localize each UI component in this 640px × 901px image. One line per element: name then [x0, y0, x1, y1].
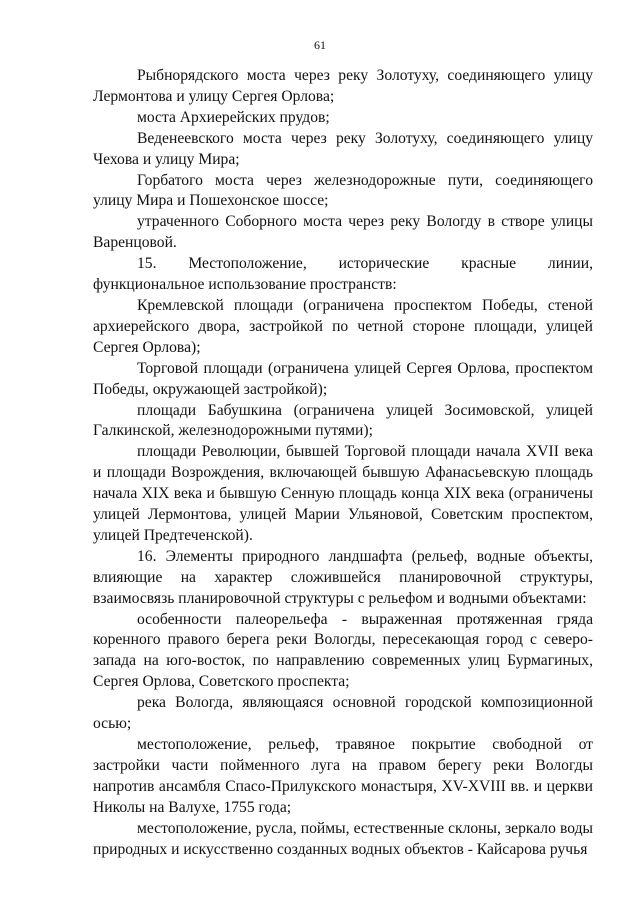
paragraph: местоположение, русла, поймы, естественные склоны, зеркало воды природных и искусственно созданных водных объектов - Кайсарова ручья	[93, 819, 593, 858]
paragraph: Рыбнорядского моста через реку Золотуху, соединяющего улицу Лермонтова и улицу Сергея Орлова;	[93, 67, 593, 105]
paragraph: Веденеевского моста через реку Золотуху, соединяющего улицу Чехова и улицу Мира;	[93, 129, 593, 168]
paragraph: моста Архиерейских прудов;	[137, 108, 330, 126]
paragraph: Торговой площади (ограничена улицей Сергея Орлова, проспектом Победы, окружающей застройкой);	[93, 359, 593, 398]
paragraph: особенности палеорельефа - выраженная протяженная гряда коренного правого берега реки Вологды, пересекающая город с северо-запада на юго-восток, по направлению современных улиц Бурмагиных, Сергея Орлова, Советского проспекта;	[93, 610, 593, 691]
paragraph: 15. Местоположение, исторические красные линии, функциональное использование пространств:	[93, 255, 593, 294]
paragraph: площади Революции, бывшей Торговой площади начала XVII века и площади Возрождения, включающей бывшую Афанасьевскую площадь начала XIX века и бывшую Сенную площадь конца XIX века (ограничены улицей Лермонтова, улицей Марии Ульяновой, Советским проспектом, улицей Предтеченской).	[93, 443, 593, 544]
page-number: 61	[314, 38, 326, 52]
paragraph: местоположение, рельеф, травяное покрытие свободной от застройки части пойменного луга на правом берегу реки Вологды напротив ансамбля Спасо-Прилукского монастыря, XV-XVIII вв. и церкви Николы на Валухе, 1755 года;	[93, 736, 593, 816]
paragraph: утраченного Соборного моста через реку Вологду в створе улицы Варенцовой.	[93, 213, 593, 252]
document-body	[93, 66, 593, 860]
paragraph: река Вологда, являющаяся основной городской композиционной осью;	[93, 694, 593, 733]
paragraph: площади Бабушкина (ограничена улицей Зосимовской, улицей Галкинской, железнодорожными путями);	[93, 401, 593, 440]
paragraph: Кремлевской площади (ограничена проспектом Победы, стеной архиерейского двора, застройкой по четной стороне площади, улицей Сергея Орлова);	[93, 296, 593, 356]
paragraph: 16. Элементы природного ландшафта (рельеф, водные объекты, влияющие на характер сложившейся планировочной структуры, взаимосвязь планировочной структуры с рельефом и водными объектами:	[93, 547, 593, 607]
paragraph: Горбатого моста через железнодорожные пути, соединяющего улицу Мира и Пошехонское шоссе;	[93, 171, 593, 210]
